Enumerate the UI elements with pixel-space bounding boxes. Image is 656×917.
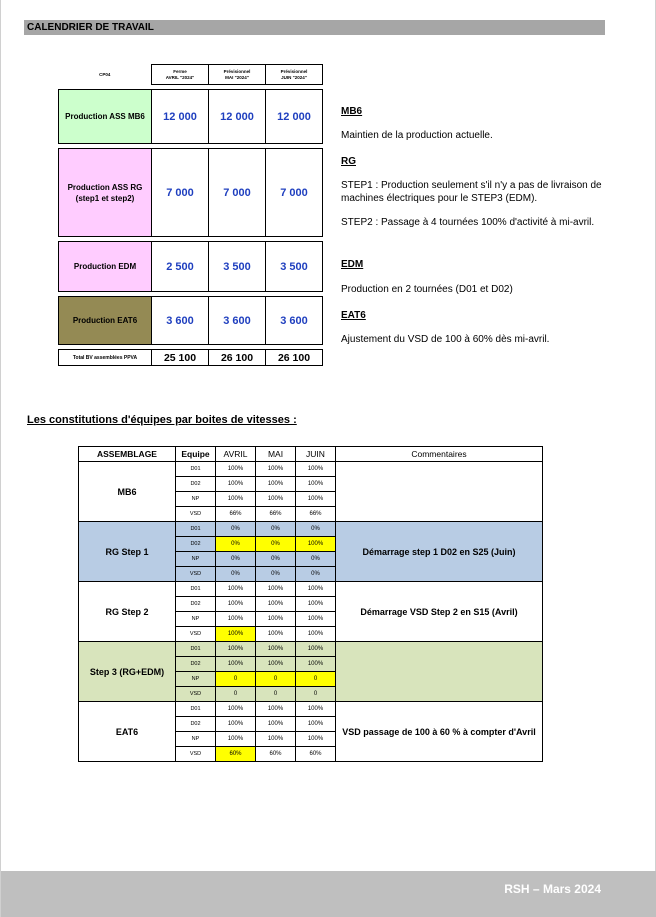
percentage-cell: 100% — [256, 477, 296, 492]
percentage-cell: 100% — [296, 642, 336, 657]
note-text-edm: Production en 2 tournées (D01 et D02) — [341, 284, 513, 295]
equipe-cell: NP — [176, 492, 216, 507]
percentage-cell: 100% — [256, 627, 296, 642]
percentage-cell: 100% — [256, 717, 296, 732]
percentage-cell: 100% — [216, 612, 256, 627]
percentage-cell: 100% — [256, 582, 296, 597]
calendar-value: 12 000 — [152, 90, 209, 144]
calendar-value: 7 000 — [209, 149, 266, 237]
percentage-cell: 0% — [296, 567, 336, 582]
calendar-header-row — [59, 65, 323, 85]
percentage-cell: 66% — [216, 507, 256, 522]
calendar-value: 3 600 — [266, 297, 323, 345]
col-header-mai: MAI — [256, 447, 296, 462]
percentage-cell: 100% — [216, 657, 256, 672]
table-row — [79, 462, 543, 477]
percentage-cell: 100% — [296, 717, 336, 732]
calendar-value: 3 500 — [209, 242, 266, 292]
percentage-cell: 60% — [256, 747, 296, 762]
calendar-value: 3 500 — [266, 242, 323, 292]
percentage-cell: 100% — [296, 492, 336, 507]
calendar-col-juin: Prévisionnel JUIN "2024" — [266, 65, 323, 85]
percentage-cell: 100% — [296, 627, 336, 642]
percentage-cell: 0% — [216, 522, 256, 537]
percentage-cell: 66% — [256, 507, 296, 522]
equipe-cell: VSD — [176, 627, 216, 642]
percentage-cell: 0% — [216, 567, 256, 582]
calendar-value: 12 000 — [266, 90, 323, 144]
equipe-cell: D01 — [176, 462, 216, 477]
page-header-bar — [24, 20, 605, 35]
percentage-cell: 100% — [216, 582, 256, 597]
calendar-row-label: Production ASS MB6 — [59, 90, 152, 144]
page-title: CALENDRIER DE TRAVAIL — [27, 22, 154, 33]
percentage-cell: 100% — [216, 702, 256, 717]
assemblage-cell: RG Step 2 — [79, 582, 176, 642]
comment-cell: Démarrage step 1 D02 en S25 (Juin) — [336, 522, 543, 582]
col-header-assemblage: ASSEMBLAGE — [79, 447, 176, 462]
table-row — [79, 702, 543, 717]
calendar-corner-label: CP04 — [99, 71, 111, 77]
percentage-cell: 0% — [296, 552, 336, 567]
percentage-cell: 100% — [296, 582, 336, 597]
calendar-total-label: Total BV assemblées PPVA — [59, 350, 152, 366]
col-header-avril: AVRIL — [216, 447, 256, 462]
equipe-cell: D01 — [176, 522, 216, 537]
calendar-col-mai: Prévisionnel MAI "2024" — [209, 65, 266, 85]
note-text-rg-step1: STEP1 : Production seulement s'il n'y a pas de livraison de machines électriques pour le STEP3 (EDM). — [341, 180, 602, 204]
table-row — [79, 582, 543, 597]
calendar-row-label: Production EAT6 — [59, 297, 152, 345]
note-title-edm: EDM — [341, 259, 364, 270]
calendar-row-edm — [59, 242, 323, 292]
calendar-total-row — [59, 350, 323, 366]
percentage-cell: 100% — [216, 627, 256, 642]
percentage-cell: 100% — [296, 732, 336, 747]
table-row — [79, 642, 543, 657]
equipe-cell: NP — [176, 552, 216, 567]
percentage-cell: 60% — [296, 747, 336, 762]
section-title: Les constitutions d'équipes par boites de vitesses : — [27, 414, 297, 426]
assemblage-cell: EAT6 — [79, 702, 176, 762]
note-title-mb6: MB6 — [341, 106, 363, 117]
percentage-cell: 0 — [256, 687, 296, 702]
percentage-cell: 100% — [296, 702, 336, 717]
equipe-cell: D02 — [176, 477, 216, 492]
percentage-cell: 100% — [256, 732, 296, 747]
percentage-cell: 0% — [256, 552, 296, 567]
calendar-col-avril: Ferme AVRIL "2024" — [152, 65, 209, 85]
percentage-cell: 100% — [216, 477, 256, 492]
col-header-juin: JUIN — [296, 447, 336, 462]
assemblage-cell: RG Step 1 — [79, 522, 176, 582]
percentage-cell: 100% — [296, 537, 336, 552]
percentage-cell: 66% — [296, 507, 336, 522]
calendar-value: 12 000 — [209, 90, 266, 144]
note-text-rg-step2: STEP2 : Passage à 4 tournées 100% d'activité à mi-avril. — [341, 217, 595, 228]
calendar-total-value: 26 100 — [209, 350, 266, 366]
col-header-equipe: Equipe — [176, 447, 216, 462]
comment-cell: VSD passage de 100 à 60 % à compter d'Avril — [336, 702, 543, 762]
percentage-cell: 0 — [296, 687, 336, 702]
calendar-row-mb6 — [59, 90, 323, 144]
assemblage-cell: Step 3 (RG+EDM) — [79, 642, 176, 702]
calendar-value: 7 000 — [266, 149, 323, 237]
calendar-value: 3 600 — [209, 297, 266, 345]
assemblage-cell: MB6 — [79, 462, 176, 522]
team-table-header-row — [79, 447, 543, 462]
percentage-cell: 0 — [216, 672, 256, 687]
table-row — [79, 522, 543, 537]
calendar-total-value: 25 100 — [152, 350, 209, 366]
percentage-cell: 0% — [256, 567, 296, 582]
percentage-cell: 100% — [256, 597, 296, 612]
percentage-cell: 0 — [296, 672, 336, 687]
equipe-cell: D02 — [176, 537, 216, 552]
percentage-cell: 100% — [216, 642, 256, 657]
percentage-cell: 100% — [256, 657, 296, 672]
page-footer — [1, 871, 656, 917]
percentage-cell: 0% — [256, 522, 296, 537]
percentage-cell: 0% — [216, 537, 256, 552]
col-header-commentaires: Commentaires — [336, 447, 543, 462]
calendar-value: 7 000 — [152, 149, 209, 237]
equipe-cell: VSD — [176, 567, 216, 582]
comment-cell: Démarrage VSD Step 2 en S15 (Avril) — [336, 582, 543, 642]
percentage-cell: 0% — [216, 552, 256, 567]
equipe-cell: D01 — [176, 582, 216, 597]
percentage-cell: 0 — [216, 687, 256, 702]
percentage-cell: 100% — [256, 702, 296, 717]
team-composition-table — [78, 446, 543, 762]
percentage-cell: 100% — [256, 492, 296, 507]
equipe-cell: NP — [176, 732, 216, 747]
equipe-cell: D02 — [176, 657, 216, 672]
note-text-mb6: Maintien de la production actuelle. — [341, 130, 493, 141]
percentage-cell: 100% — [256, 462, 296, 477]
percentage-cell: 100% — [256, 642, 296, 657]
equipe-cell: VSD — [176, 687, 216, 702]
percentage-cell: 0% — [296, 522, 336, 537]
equipe-cell: NP — [176, 612, 216, 627]
percentage-cell: 100% — [256, 612, 296, 627]
equipe-cell: D02 — [176, 717, 216, 732]
footer-text: RSH – Mars 2024 — [504, 882, 601, 896]
percentage-cell: 100% — [296, 657, 336, 672]
production-calendar-table — [58, 64, 323, 366]
calendar-value: 3 600 — [152, 297, 209, 345]
percentage-cell: 100% — [216, 717, 256, 732]
equipe-cell: VSD — [176, 507, 216, 522]
equipe-cell: VSD — [176, 747, 216, 762]
percentage-cell: 100% — [296, 477, 336, 492]
percentage-cell: 100% — [296, 462, 336, 477]
note-text-eat6: Ajustement du VSD de 100 à 60% dès mi-avril. — [341, 334, 550, 345]
equipe-cell: NP — [176, 672, 216, 687]
calendar-row-label: Production ASS RG (step1 et step2) — [59, 149, 152, 237]
comment-cell — [336, 462, 543, 522]
percentage-cell: 0% — [256, 537, 296, 552]
equipe-cell: D01 — [176, 702, 216, 717]
calendar-row-label: Production EDM — [59, 242, 152, 292]
calendar-value: 2 500 — [152, 242, 209, 292]
calendar-total-value: 26 100 — [266, 350, 323, 366]
percentage-cell: 100% — [216, 462, 256, 477]
comment-cell — [336, 642, 543, 702]
percentage-cell: 100% — [296, 612, 336, 627]
note-title-eat6: EAT6 — [341, 310, 366, 321]
equipe-cell: D01 — [176, 642, 216, 657]
equipe-cell: D02 — [176, 597, 216, 612]
calendar-row-rg — [59, 149, 323, 237]
percentage-cell: 100% — [216, 732, 256, 747]
percentage-cell: 100% — [216, 492, 256, 507]
percentage-cell: 60% — [216, 747, 256, 762]
percentage-cell: 0 — [256, 672, 296, 687]
percentage-cell: 100% — [216, 597, 256, 612]
note-title-rg: RG — [341, 156, 356, 167]
percentage-cell: 100% — [296, 597, 336, 612]
calendar-row-eat6 — [59, 297, 323, 345]
